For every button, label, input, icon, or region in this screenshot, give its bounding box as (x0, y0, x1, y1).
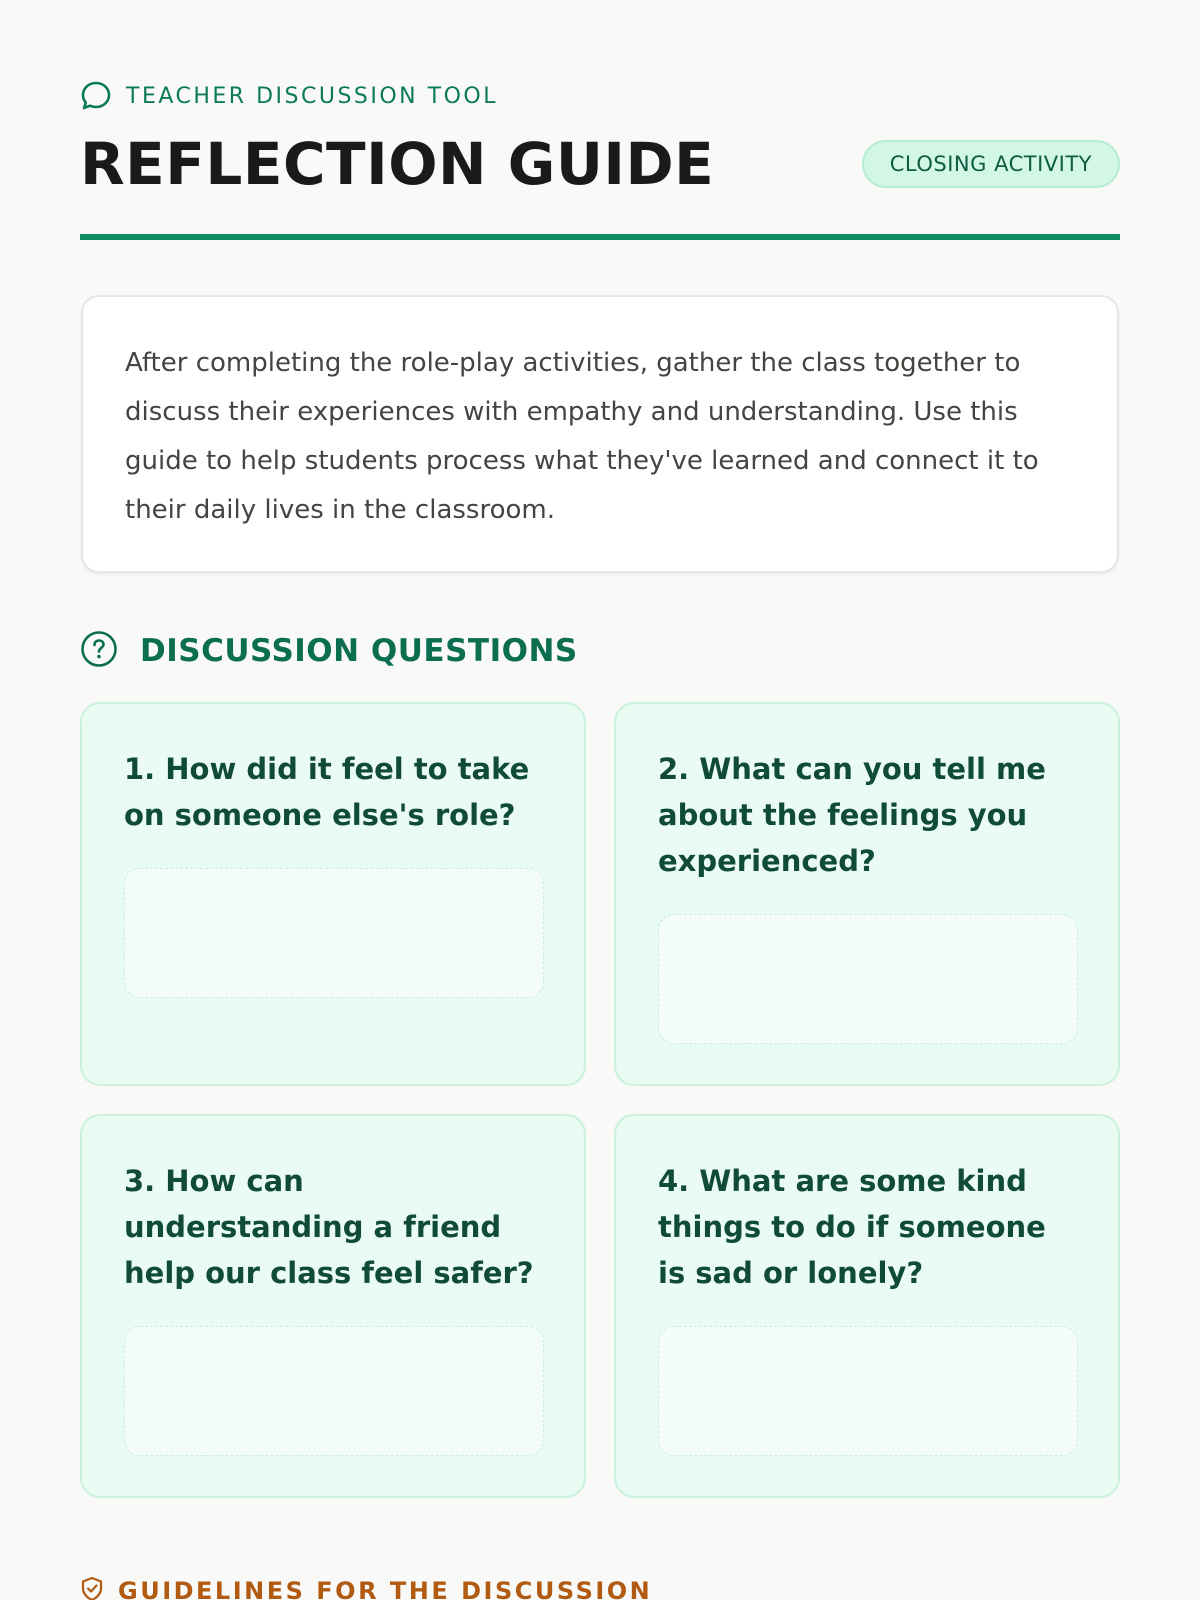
question-card (80, 702, 586, 1086)
intro-text: After completing the role-play activities, gather the class together to discuss their experiences with empathy and understanding. Use this guide to help students process what they've learned and connect it to their daily lives in the classroom. (125, 348, 1039, 525)
guidelines-title: GUIDELINES FOR THE DISCUSSION (118, 1577, 653, 1600)
section-title: DISCUSSION QUESTIONS (140, 633, 578, 669)
eyebrow-label: TEACHER DISCUSSION TOOL (126, 83, 498, 109)
eyebrow (80, 80, 498, 112)
guidelines-heading (80, 1576, 652, 1600)
title-row (80, 128, 1120, 200)
question-text: 1. How did it feel to take on someone else's role? (124, 752, 530, 832)
speech-bubble-icon (80, 80, 112, 112)
shield-check-icon (80, 1576, 104, 1600)
discussion-questions-heading (80, 630, 578, 672)
page-title: REFLECTION GUIDE (80, 130, 715, 198)
question-text: 2. What can you tell me about the feelings you experienced? (658, 752, 1046, 878)
question-circle-icon (80, 630, 118, 672)
question-card (80, 1114, 586, 1498)
answer-box[interactable] (658, 1326, 1078, 1456)
header-divider (80, 234, 1120, 240)
question-text: 3. How can understanding a friend help our class feel safer? (124, 1164, 534, 1290)
status-badge: CLOSING ACTIVITY (862, 140, 1120, 188)
intro-card (81, 295, 1119, 573)
question-card (614, 1114, 1120, 1498)
question-text: 4. What are some kind things to do if someone is sad or lonely? (658, 1164, 1046, 1290)
question-card (614, 702, 1120, 1086)
answer-box[interactable] (124, 1326, 544, 1456)
answer-box[interactable] (124, 868, 544, 998)
answer-box[interactable] (658, 914, 1078, 1044)
